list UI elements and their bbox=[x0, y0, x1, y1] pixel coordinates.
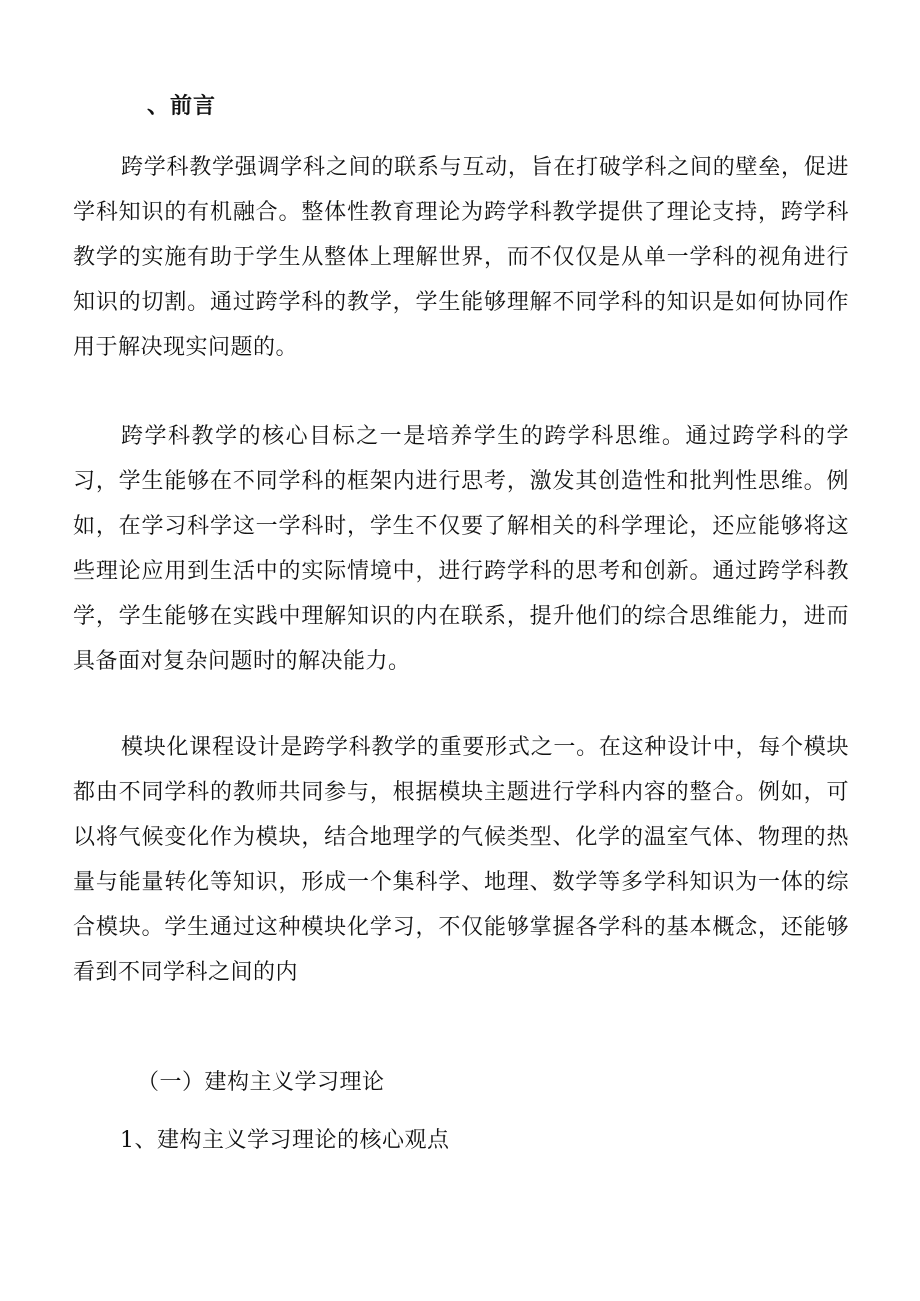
section-heading: 、前言 bbox=[147, 93, 217, 119]
paragraph-3: 模块化课程设计是跨学科教学的重要形式之一。在这种设计中，每个模块都由不同学科的教师共同参与，根据模块主题进行学科内容的整合。例如，可以将气候变化作为模块，结合地理学的气候类型、化学的温室气体、物理的热量与能量转化等知识，形成一个集科学、地理、数学等多学科知识为一体的综合模块。学生通过这种模块化学习，不仅能够掌握各学科的基本概念，还能够看到不同学科之间的内 bbox=[73, 735, 849, 985]
subsection-title: 1、建构主义学习理论的核心观点 bbox=[120, 1128, 450, 1153]
paragraph-2: 跨学科教学的核心目标之一是培养学生的跨学科思维。通过跨学科的学习，学生能够在不同学科的框架内进行思考，激发其创造性和批判性思维。例如，在学习科学这一学科时，学生不仅要了解相关的科学理论，还应能够将这些理论应用到生活中的实际情境中，进行跨学科的思考和创新。通过跨学科教学，学生能够在实践中理解知识的内在联系，提升他们的综合思维能力，进而具备面对复杂问题时的解决能力。 bbox=[73, 424, 849, 674]
paragraph-1: 跨学科教学强调学科之间的联系与互动，旨在打破学科之间的壁垒，促进学科知识的有机融合。整体性教育理论为跨学科教学提供了理论支持，跨学科教学的实施有助于学生从整体上理解世界，而不仅仅是从单一学科的视角进行知识的切割。通过跨学科的教学，学生能够理解不同学科的知识是如何协同作用于解决现实问题的。 bbox=[73, 155, 849, 360]
section-title: （一）建构主义学习理论 bbox=[137, 1070, 385, 1095]
